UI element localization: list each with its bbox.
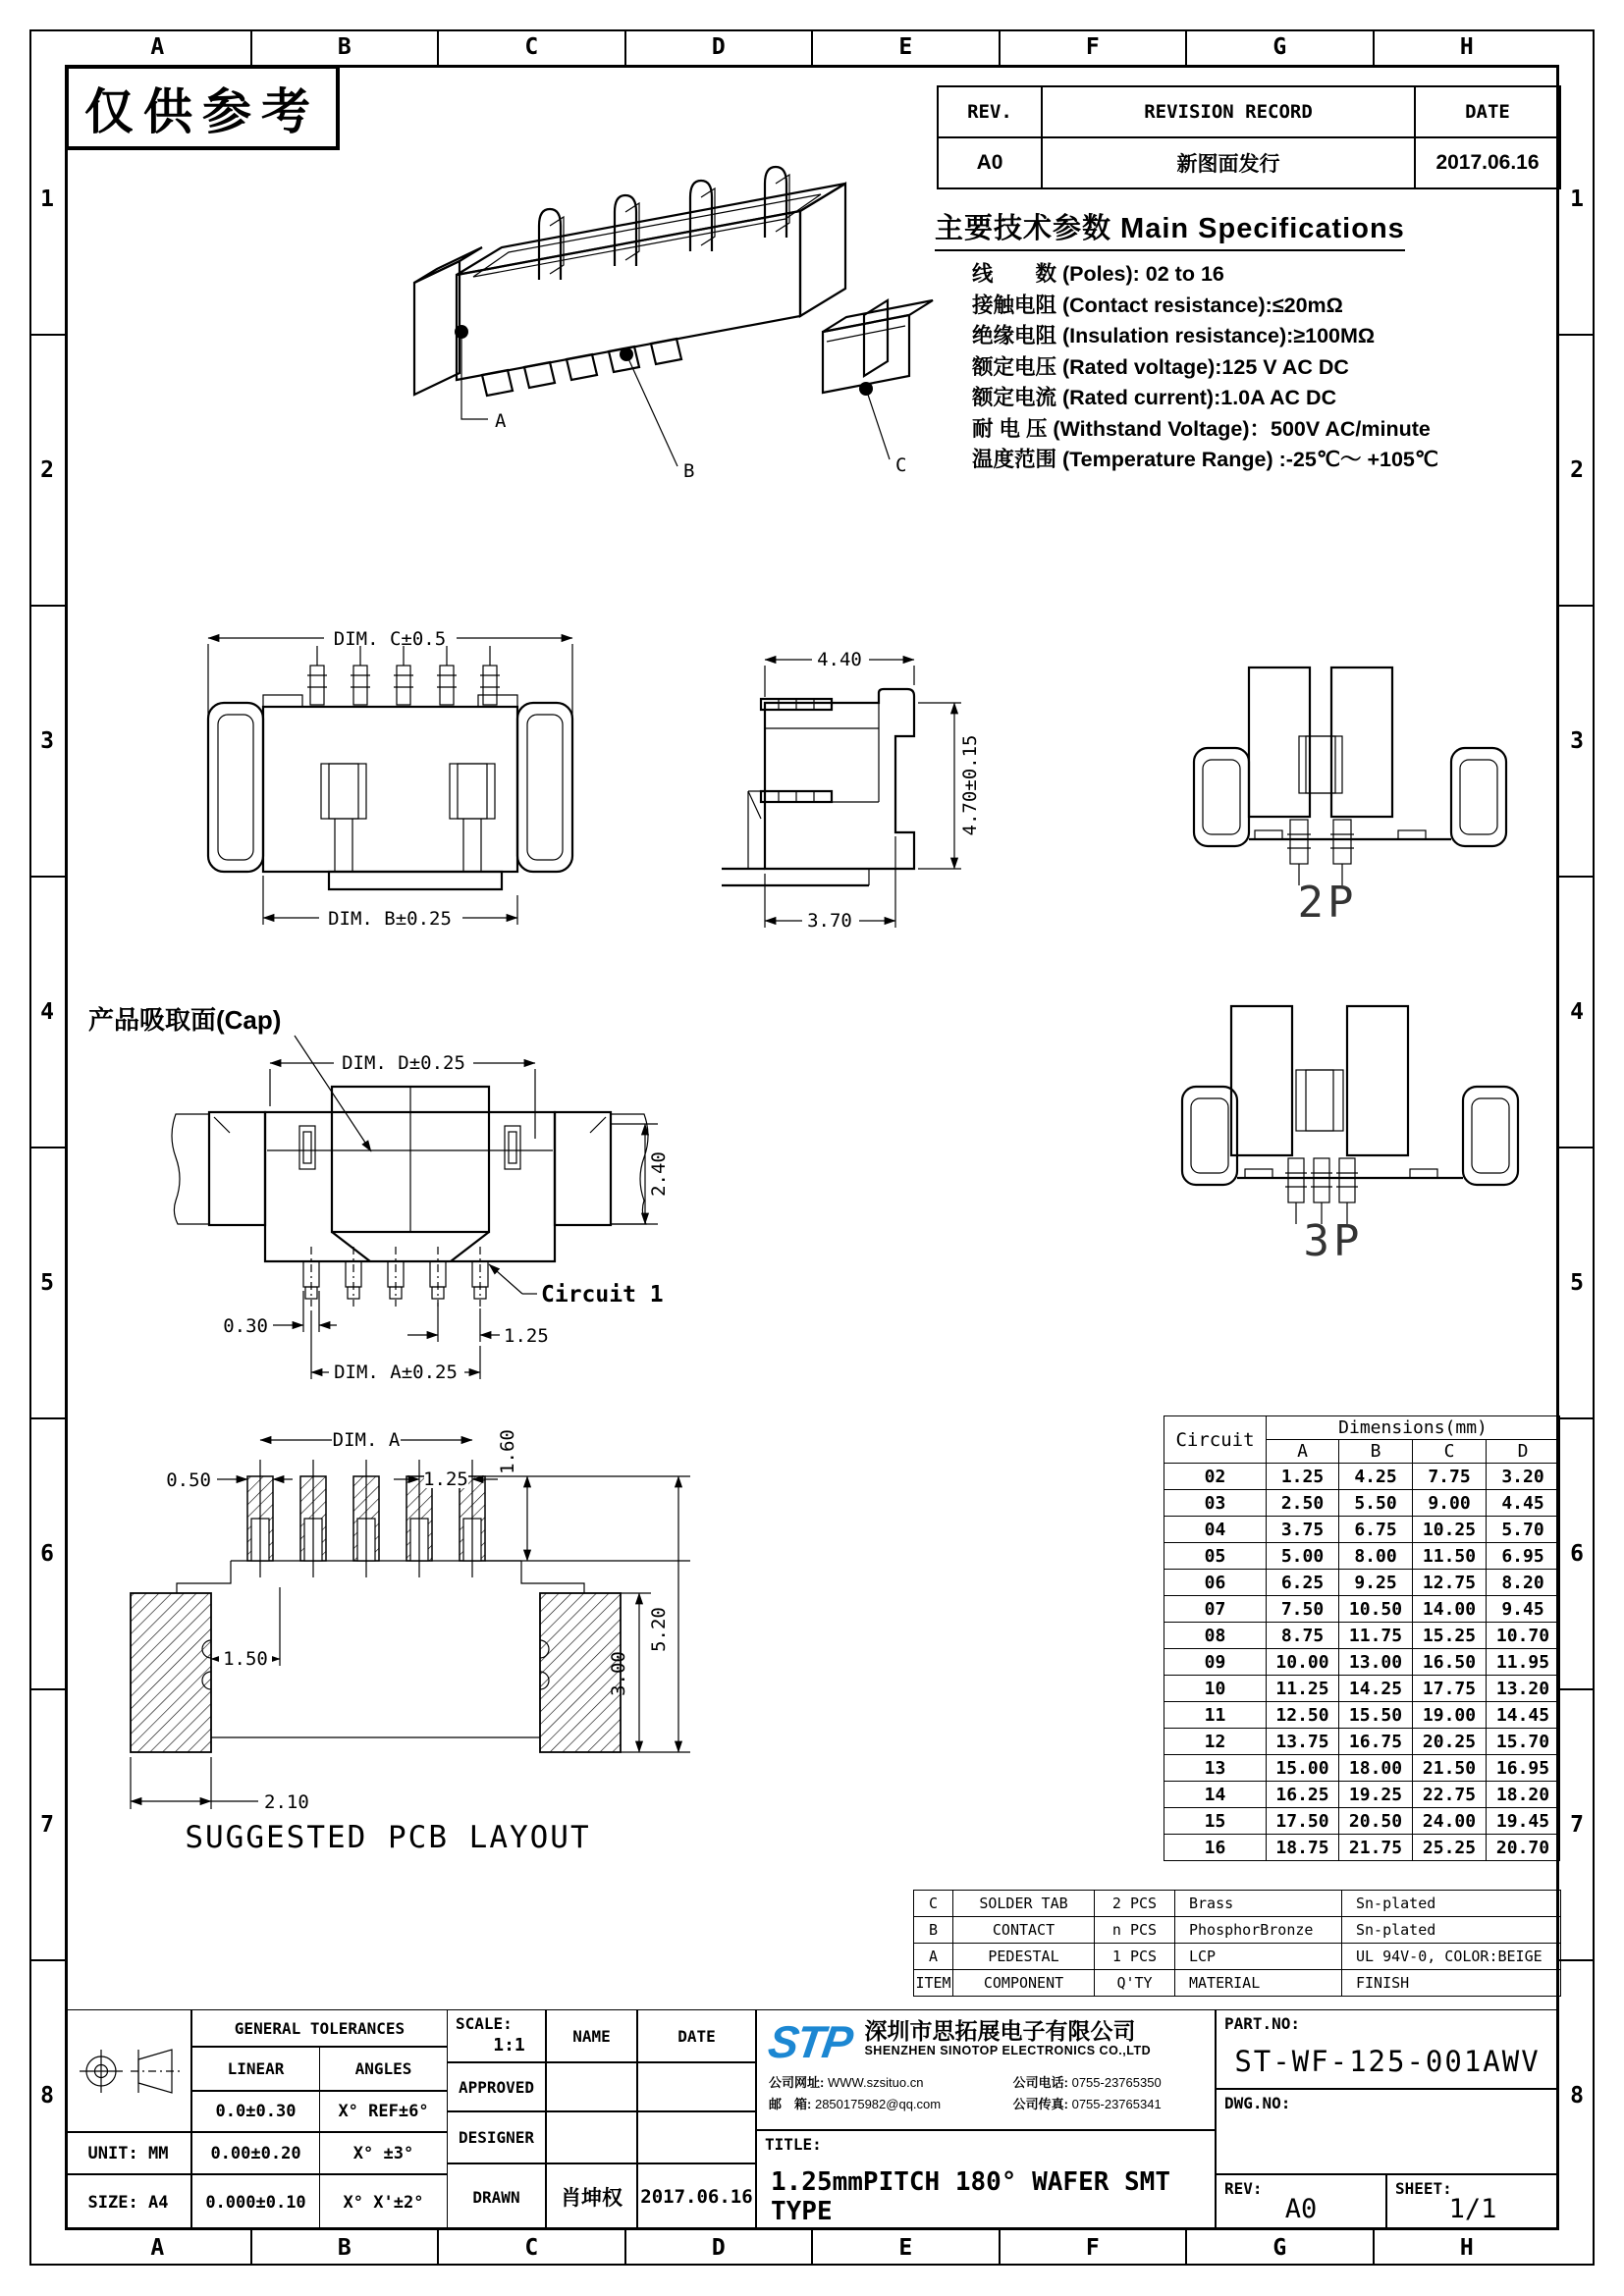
table-cell: 11.75 bbox=[1339, 1623, 1413, 1649]
table-cell: 8.75 bbox=[1267, 1623, 1339, 1649]
part-no-label: PART.NO: bbox=[1224, 2014, 1301, 2033]
table-cell: 19.00 bbox=[1413, 1702, 1487, 1729]
repeated-label: G bbox=[1187, 29, 1375, 65]
table-cell: 18.75 bbox=[1267, 1835, 1339, 1861]
scale-label: SCALE: bbox=[456, 2014, 513, 2033]
dim-240-label: 2.40 bbox=[648, 1151, 670, 1197]
general-tolerances-header: GENERAL TOLERANCES bbox=[191, 2009, 448, 2047]
angle-tol-3: X° X'±2° bbox=[319, 2174, 448, 2230]
table-cell: 11.95 bbox=[1487, 1649, 1560, 1676]
repeated-label: 接触电阻 (Contact resistance):≤20mΩ bbox=[972, 293, 1343, 317]
repeated-label: 线 数 (Poles): 02 to 16 bbox=[972, 262, 1224, 286]
approved-name-cell bbox=[546, 2062, 637, 2111]
sheet-label: SHEET: bbox=[1395, 2179, 1452, 2198]
part-no-value: ST-WF-125-001AWV bbox=[1234, 2044, 1541, 2078]
table-row bbox=[1164, 1517, 1560, 1543]
table-row bbox=[914, 1944, 1561, 1970]
isometric-view bbox=[363, 128, 907, 515]
table-cell: 13.20 bbox=[1487, 1676, 1560, 1702]
sheet-value: 1/1 bbox=[1448, 2194, 1497, 2224]
drawn-date: 2017.06.16 bbox=[637, 2163, 756, 2230]
drawing-title: 1.25mmPITCH 180° WAFER SMT TYPE bbox=[771, 2167, 1170, 2226]
reference-only-stamp: 仅供参考 bbox=[65, 65, 340, 150]
table-cell: Brass bbox=[1175, 1891, 1342, 1917]
col-b-header: B bbox=[1339, 1440, 1413, 1464]
designer-label: DESIGNER bbox=[447, 2111, 546, 2163]
table-cell: 8.00 bbox=[1339, 1543, 1413, 1570]
table-cell: 17.50 bbox=[1267, 1808, 1339, 1835]
date-header: DATE bbox=[1415, 86, 1560, 137]
corner-pad-left bbox=[131, 1593, 211, 1752]
title-label: TITLE: bbox=[765, 2135, 822, 2154]
date-header: DATE bbox=[637, 2009, 756, 2062]
side-view bbox=[722, 609, 1011, 952]
table-cell: 14.25 bbox=[1339, 1676, 1413, 1702]
repeated-label: E bbox=[813, 29, 1001, 65]
dwg-no-label: DWG.NO: bbox=[1224, 2094, 1291, 2112]
scale-value: 1:1 bbox=[493, 2034, 525, 2056]
title-block bbox=[65, 2009, 1559, 2230]
repeated-label: 1 bbox=[29, 65, 65, 336]
table-row bbox=[1164, 1808, 1560, 1835]
repeated-label: 8 bbox=[1570, 2083, 1584, 2109]
table-cell: 14.45 bbox=[1487, 1702, 1560, 1729]
pcb-layout-view bbox=[93, 1409, 702, 1855]
label-3p: 3P bbox=[1303, 1216, 1364, 1266]
table-cell: 20.25 bbox=[1413, 1729, 1487, 1755]
table-cell: B bbox=[914, 1917, 953, 1944]
table-cell: 19.45 bbox=[1487, 1808, 1560, 1835]
table-cell: 16.95 bbox=[1487, 1755, 1560, 1782]
revision-record-header: REVISION RECORD bbox=[1042, 86, 1415, 137]
pcb-caption: SUGGESTED PCB LAYOUT bbox=[185, 1820, 591, 1855]
repeated-label: H bbox=[1459, 34, 1474, 60]
repeated-label: 额定电压 (Rated voltage):125 V AC DC bbox=[972, 354, 1349, 379]
repeated-label: D bbox=[626, 29, 814, 65]
revision-table bbox=[937, 85, 1561, 189]
pcb-dim-050-label: 0.50 bbox=[166, 1469, 211, 1491]
drawn-label: DRAWN bbox=[447, 2163, 546, 2230]
company-logo: STP bbox=[765, 2016, 855, 2067]
table-cell: 12 bbox=[1164, 1729, 1267, 1755]
table-cell: A bbox=[914, 1944, 953, 1970]
table-cell: 25.25 bbox=[1413, 1835, 1487, 1861]
size-label: SIZE: A4 bbox=[65, 2174, 191, 2230]
pcb-dim-160-label: 1.60 bbox=[497, 1429, 518, 1474]
table-cell: 10.50 bbox=[1339, 1596, 1413, 1623]
dim-440-label: 4.40 bbox=[817, 649, 862, 670]
projection-symbol-cell bbox=[65, 2009, 191, 2132]
table-cell: 13.75 bbox=[1267, 1729, 1339, 1755]
label-2p: 2P bbox=[1297, 878, 1358, 928]
view-2p bbox=[1159, 638, 1546, 933]
table-cell: 15.50 bbox=[1339, 1702, 1413, 1729]
company-name-cn: 深圳市思拓展电子有限公司 bbox=[864, 2018, 1136, 2044]
table-row bbox=[1164, 1676, 1560, 1702]
table-row bbox=[1164, 1543, 1560, 1570]
smt-pins bbox=[1287, 820, 1354, 885]
table-row bbox=[1164, 1596, 1560, 1623]
top-pins bbox=[307, 646, 500, 705]
cap-view bbox=[83, 996, 697, 1389]
repeated-label: H bbox=[1459, 2235, 1474, 2261]
repeated-label: F bbox=[1001, 29, 1188, 65]
table-row bbox=[914, 1917, 1561, 1944]
table-cell: 6.25 bbox=[1267, 1570, 1339, 1596]
sheet-cell bbox=[1386, 2174, 1559, 2230]
dim-a-label: DIM. A±0.25 bbox=[334, 1362, 458, 1383]
table-cell: COMPONENT bbox=[953, 1970, 1095, 1997]
front-view bbox=[142, 609, 638, 952]
table-cell: Q'TY bbox=[1095, 1970, 1175, 1997]
table-cell: 14 bbox=[1164, 1782, 1267, 1808]
dim-b-label: DIM. B±0.25 bbox=[328, 908, 452, 930]
table-cell: 9.45 bbox=[1487, 1596, 1560, 1623]
table-cell: 21.50 bbox=[1413, 1755, 1487, 1782]
table-cell: 15 bbox=[1164, 1808, 1267, 1835]
table-cell: 10 bbox=[1164, 1676, 1267, 1702]
table-cell: 新图面发行 bbox=[1042, 137, 1415, 188]
table-cell: 24.00 bbox=[1413, 1808, 1487, 1835]
part-no-cell bbox=[1216, 2009, 1559, 2089]
repeated-label: 8 bbox=[40, 2083, 54, 2109]
angle-tol-2: X° ±3° bbox=[319, 2132, 448, 2174]
unit-label: UNIT: MM bbox=[65, 2132, 191, 2174]
table-cell: 09 bbox=[1164, 1649, 1267, 1676]
col-d-header: D bbox=[1487, 1440, 1560, 1464]
table-row bbox=[1164, 1464, 1560, 1490]
repeated-label: 7 bbox=[29, 1690, 65, 1961]
table-cell: 15.70 bbox=[1487, 1729, 1560, 1755]
repeated-label: 耐 电 压 (Withstand Voltage)：500V AC/minute bbox=[972, 416, 1431, 441]
bom-table bbox=[913, 1890, 1561, 1997]
table-cell: 07 bbox=[1164, 1596, 1267, 1623]
smt-pins bbox=[1285, 1158, 1358, 1224]
linear-tol-2: 0.00±0.20 bbox=[191, 2132, 320, 2174]
repeated-label: E bbox=[813, 2230, 1001, 2266]
table-cell: 16.75 bbox=[1339, 1729, 1413, 1755]
table-cell: 11.50 bbox=[1413, 1543, 1487, 1570]
repeated-label: 4 bbox=[1559, 878, 1595, 1148]
company-name-en: SHENZHEN SINOTOP ELECTRONICS CO.,LTD bbox=[864, 2044, 1152, 2057]
specs-title: 主要技术参数 Main Specifications bbox=[935, 206, 1405, 251]
linear-tol-3: 0.000±0.10 bbox=[191, 2174, 320, 2230]
linear-header: LINEAR bbox=[191, 2047, 320, 2091]
table-cell: 22.75 bbox=[1413, 1782, 1487, 1808]
repeated-label: 6 bbox=[1559, 1419, 1595, 1690]
dwg-no-cell bbox=[1216, 2089, 1559, 2174]
dim-370-label: 3.70 bbox=[807, 910, 852, 932]
drawing-title-cell bbox=[756, 2130, 1216, 2230]
repeated-label: B bbox=[252, 29, 440, 65]
repeated-label: 2 bbox=[1559, 336, 1595, 607]
table-cell: 21.75 bbox=[1339, 1835, 1413, 1861]
table-cell: Sn-plated bbox=[1342, 1891, 1561, 1917]
table-row bbox=[1164, 1623, 1560, 1649]
table-cell: 19.25 bbox=[1339, 1782, 1413, 1808]
repeated-label: A bbox=[65, 2230, 252, 2266]
table-cell: 3.20 bbox=[1487, 1464, 1560, 1490]
repeated-label: G bbox=[1187, 2230, 1375, 2266]
repeated-label: 4 bbox=[29, 878, 65, 1148]
table-cell: 16 bbox=[1164, 1835, 1267, 1861]
table-cell: 17.75 bbox=[1413, 1676, 1487, 1702]
company-block bbox=[756, 2009, 1216, 2130]
repeated-label: F bbox=[1001, 2230, 1188, 2266]
table-cell: 10.25 bbox=[1413, 1517, 1487, 1543]
repeated-label: 7 bbox=[1559, 1690, 1595, 1961]
company-phone: 公司电话: 0755-23765350 bbox=[1012, 2075, 1162, 2090]
cap-note: 产品吸取面(Cap) bbox=[88, 1005, 282, 1035]
repeated-label: 6 bbox=[29, 1419, 65, 1690]
company-email: 邮 箱: 2850175982@qq.com bbox=[769, 2097, 942, 2111]
repeated-label: 5 bbox=[29, 1148, 65, 1419]
repeated-label: 温度范围 (Temperature Range) :-25℃～ +105℃ bbox=[972, 448, 1439, 471]
table-cell: 6.95 bbox=[1487, 1543, 1560, 1570]
table-cell: 10.00 bbox=[1267, 1649, 1339, 1676]
table-cell: 15.25 bbox=[1413, 1623, 1487, 1649]
grid-ref-bottom bbox=[65, 2230, 1559, 2266]
table-cell: 06 bbox=[1164, 1570, 1267, 1596]
table-row bbox=[1164, 1755, 1560, 1782]
designer-date-cell bbox=[637, 2111, 756, 2163]
col-a-header: A bbox=[1267, 1440, 1339, 1464]
name-header: NAME bbox=[546, 2009, 637, 2062]
table-cell: 5.70 bbox=[1487, 1517, 1560, 1543]
table-cell: 14.00 bbox=[1413, 1596, 1487, 1623]
table-row bbox=[914, 1970, 1561, 1997]
main-specifications bbox=[935, 206, 1571, 475]
table-cell: 7.75 bbox=[1413, 1464, 1487, 1490]
pcb-dim-150-label: 1.50 bbox=[223, 1648, 268, 1670]
table-row bbox=[1164, 1835, 1560, 1861]
table-cell: 18.20 bbox=[1487, 1782, 1560, 1808]
table-cell: 03 bbox=[1164, 1490, 1267, 1517]
table-row bbox=[1164, 1649, 1560, 1676]
table-cell: 11.25 bbox=[1267, 1676, 1339, 1702]
table-cell: 7.50 bbox=[1267, 1596, 1339, 1623]
bottom-pins bbox=[303, 1247, 488, 1307]
dim-030-label: 0.30 bbox=[223, 1315, 268, 1337]
table-cell: 9.00 bbox=[1413, 1490, 1487, 1517]
repeated-label: 5 bbox=[1559, 1148, 1595, 1419]
iso-label-c: C bbox=[895, 454, 907, 476]
approved-date-cell bbox=[637, 2062, 756, 2111]
linear-tol-1: 0.0±0.30 bbox=[191, 2091, 320, 2132]
table-row bbox=[1164, 1570, 1560, 1596]
circuit-header: Circuit bbox=[1164, 1416, 1267, 1464]
table-cell: 10.70 bbox=[1487, 1623, 1560, 1649]
table-cell: 16.25 bbox=[1267, 1782, 1339, 1808]
table-cell: 12.75 bbox=[1413, 1570, 1487, 1596]
table-row bbox=[938, 137, 1560, 188]
table-cell: PEDESTAL bbox=[953, 1944, 1095, 1970]
company-fax: 公司传真: 0755-23765341 bbox=[1012, 2097, 1162, 2111]
dimension-table bbox=[1164, 1415, 1560, 1861]
rev-value: A0 bbox=[1284, 2194, 1318, 2224]
table-cell: LCP bbox=[1175, 1944, 1342, 1970]
pcb-dim-210-label: 2.10 bbox=[264, 1791, 309, 1813]
table-cell: 4.45 bbox=[1487, 1490, 1560, 1517]
approved-label: APPROVED bbox=[447, 2062, 546, 2111]
rev-cell bbox=[1216, 2174, 1386, 2230]
table-cell: SOLDER TAB bbox=[953, 1891, 1095, 1917]
repeated-label: C bbox=[439, 2230, 626, 2266]
table-cell: UL 94V-0, COLOR:BEIGE bbox=[1342, 1944, 1561, 1970]
pcb-dim-300-label: 3.00 bbox=[608, 1651, 629, 1696]
table-cell: n PCS bbox=[1095, 1917, 1175, 1944]
repeated-label: 1 bbox=[1559, 65, 1595, 336]
table-cell: 5.00 bbox=[1267, 1543, 1339, 1570]
dim-470-label: 4.70±0.15 bbox=[959, 734, 981, 836]
table-cell: 08 bbox=[1164, 1623, 1267, 1649]
table-cell: 3.75 bbox=[1267, 1517, 1339, 1543]
company-website: 公司网址: WWW.szsituo.cn bbox=[769, 2075, 924, 2090]
table-cell: 5.50 bbox=[1339, 1490, 1413, 1517]
specs-lines bbox=[935, 259, 1571, 475]
dim-c-label: DIM. C±0.5 bbox=[333, 628, 447, 650]
table-cell: Sn-plated bbox=[1342, 1917, 1561, 1944]
table-cell: CONTACT bbox=[953, 1917, 1095, 1944]
table-cell: 1.25 bbox=[1267, 1464, 1339, 1490]
table-cell: 2.50 bbox=[1267, 1490, 1339, 1517]
grid-ref-left bbox=[29, 65, 65, 2230]
table-cell: MATERIAL bbox=[1175, 1970, 1342, 1997]
table-cell: 02 bbox=[1164, 1464, 1267, 1490]
pcb-dim-125-label: 1.25 bbox=[423, 1468, 468, 1490]
rev-label: REV: bbox=[1224, 2179, 1263, 2198]
projection-symbol-icon bbox=[74, 2043, 184, 2100]
table-cell: 11 bbox=[1164, 1702, 1267, 1729]
dim-125-label: 1.25 bbox=[504, 1325, 549, 1347]
dimensions-header: Dimensions(mm) bbox=[1267, 1416, 1560, 1440]
table-cell: FINISH bbox=[1342, 1970, 1561, 1997]
drawn-name: 肖坤权 bbox=[546, 2163, 637, 2230]
table-cell: 2017.06.16 bbox=[1415, 137, 1560, 188]
repeated-label: D bbox=[626, 2230, 814, 2266]
table-row bbox=[1164, 1702, 1560, 1729]
pcb-dim-a-label: DIM. A bbox=[332, 1429, 401, 1451]
angles-header: ANGLES bbox=[319, 2047, 448, 2091]
table-cell: 12.50 bbox=[1267, 1702, 1339, 1729]
table-cell: ITEM bbox=[914, 1970, 953, 1997]
iso-label-a: A bbox=[495, 410, 507, 432]
table-cell: 2 PCS bbox=[1095, 1891, 1175, 1917]
table-cell: 6.75 bbox=[1339, 1517, 1413, 1543]
table-cell: PhosphorBronze bbox=[1175, 1917, 1342, 1944]
repeated-label: 额定电流 (Rated current):1.0A AC DC bbox=[972, 386, 1337, 409]
repeated-label: 3 bbox=[29, 607, 65, 878]
repeated-label: 绝缘电阻 (Insulation resistance):≥100MΩ bbox=[972, 324, 1376, 347]
table-cell: 13.00 bbox=[1339, 1649, 1413, 1676]
rev-header: REV. bbox=[938, 86, 1042, 137]
table-cell: 20.50 bbox=[1339, 1808, 1413, 1835]
designer-name-cell bbox=[546, 2111, 637, 2163]
table-cell: A0 bbox=[938, 137, 1042, 188]
table-cell: 15.00 bbox=[1267, 1755, 1339, 1782]
table-cell: 8.20 bbox=[1487, 1570, 1560, 1596]
table-cell: 05 bbox=[1164, 1543, 1267, 1570]
table-cell: 20.70 bbox=[1487, 1835, 1560, 1861]
table-cell: 9.25 bbox=[1339, 1570, 1413, 1596]
table-cell: C bbox=[914, 1891, 953, 1917]
circuit1-callout: Circuit 1 bbox=[541, 1282, 664, 1308]
repeated-label: 2 bbox=[29, 336, 65, 607]
table-row bbox=[1164, 1782, 1560, 1808]
table-cell: 4.25 bbox=[1339, 1464, 1413, 1490]
table-row bbox=[1164, 1729, 1560, 1755]
table-row bbox=[914, 1891, 1561, 1917]
iso-label-b: B bbox=[683, 460, 695, 482]
table-cell: 04 bbox=[1164, 1517, 1267, 1543]
repeated-label: A bbox=[65, 29, 252, 65]
grid-ref-top bbox=[65, 29, 1559, 65]
pcb-dim-520-label: 5.20 bbox=[648, 1607, 670, 1652]
dim-d-label: DIM. D±0.25 bbox=[342, 1052, 465, 1074]
table-cell: 13 bbox=[1164, 1755, 1267, 1782]
table-cell: 1 PCS bbox=[1095, 1944, 1175, 1970]
view-3p bbox=[1159, 977, 1546, 1271]
angle-tol-1: X° REF±6° bbox=[319, 2091, 448, 2132]
repeated-label: B bbox=[252, 2230, 440, 2266]
repeated-label: C bbox=[439, 29, 626, 65]
table-cell: 18.00 bbox=[1339, 1755, 1413, 1782]
table-row bbox=[1164, 1490, 1560, 1517]
col-c-header: C bbox=[1413, 1440, 1487, 1464]
repeated-label: 3 bbox=[1559, 607, 1595, 878]
table-cell: 16.50 bbox=[1413, 1649, 1487, 1676]
